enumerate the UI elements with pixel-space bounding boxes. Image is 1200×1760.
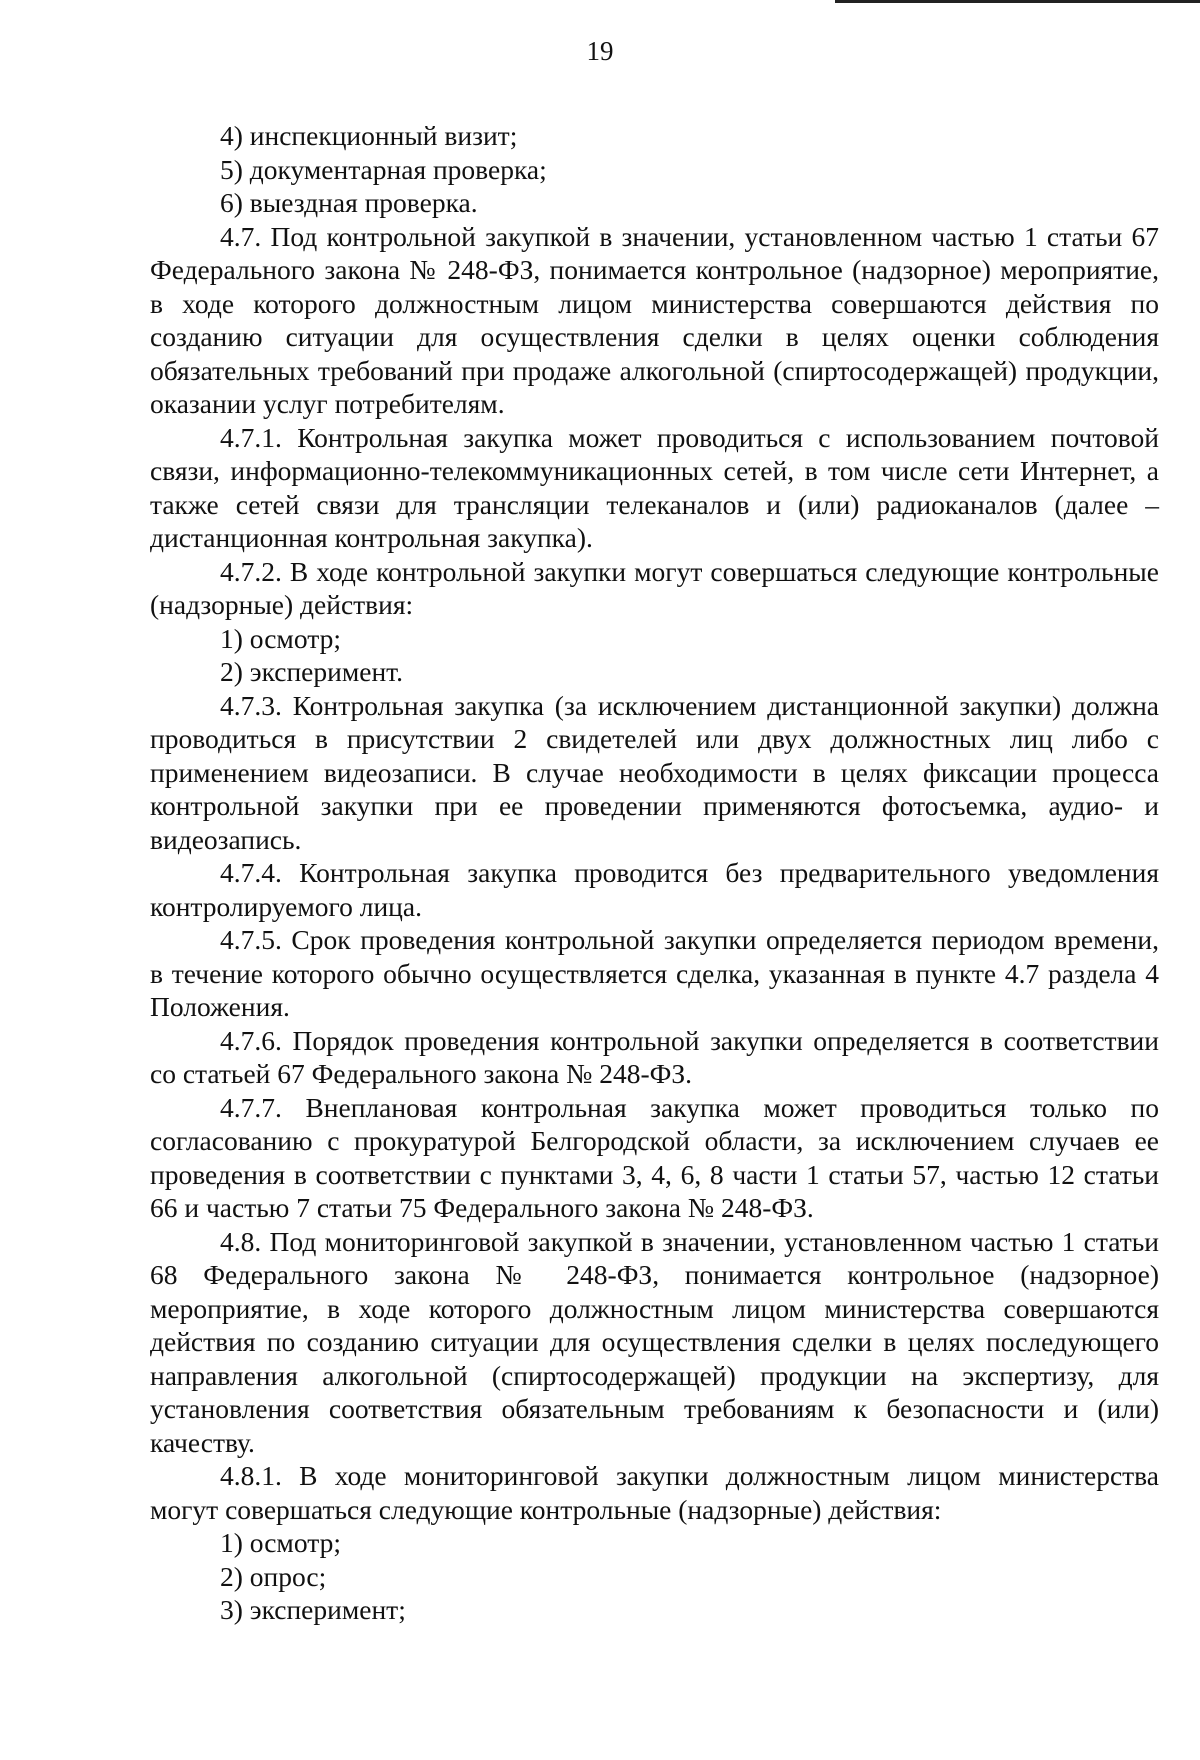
list-item: 2) эксперимент. (220, 656, 404, 687)
paragraph: 4.7.6. Порядок проведения контрольной закупки определяется в соответствии со статьей 67 Федерального закона № 248-ФЗ. (150, 1024, 1159, 1089)
list-item: 1) осмотр; (220, 1527, 341, 1558)
list-item: 5) документарная проверка; (220, 153, 547, 185)
paragraph: 4.7.7. Внеплановая контрольная закупка может проводиться только по согласованию с прокуратурой Белгородской области, за исключением случаев ее проведения в соответствии с пунктами 3, 4, 6, 8 части 1 статьи 57, частью 12 статьи 66 и частью 7 статьи 75 Федерального закона № 248-ФЗ. (150, 1091, 1159, 1223)
page-number: 19 (586, 36, 614, 66)
paragraph: 4.8.1. В ходе мониторинговой закупки должностным лицом министерства могут совершаться следующие контрольные (надзорные) действия: (150, 1460, 1159, 1525)
paragraph: 4.7.5. Срок проведения контрольной закупки определяется периодом времени, в течение которого обычно осуществляется сделка, указанная в пункте 4.7 раздела 4 Положения. (150, 924, 1159, 1022)
paragraph: 4.7.3. Контрольная закупка (за исключением дистанционной закупки) должна проводиться в присутствии 2 свидетелей или двух должностных лиц либо с применением видеозаписи. В случае необходимости в целях фиксации процесса контрольной закупки при ее проведении применяются фотосъемка, аудио- и видеозапись. (150, 689, 1159, 855)
document-body (150, 119, 1159, 1627)
paragraph: 4.8. Под мониторинговой закупкой в значении, установленном частью 1 статьи 68 Федерального закона № 248-ФЗ, понимается контрольное (надзорное) мероприятие, в ходе которого должностным лицом министерства совершаются действия по созданию ситуации для осуществления сделки в целях последующего направления алкогольной (спиртосодержащей) продукции на экспертизу, для установления соответствия обязательным требованиям к безопасности и (или) качеству. (150, 1225, 1159, 1458)
top-border-line (835, 0, 1200, 3)
list-item: 6) выездная проверка. (220, 187, 478, 218)
list-item: 4) инспекционный визит; (220, 120, 518, 151)
paragraph: 4.7. Под контрольной закупкой в значении, установленном частью 1 статьи 67 Федерального закона № 248-ФЗ, понимается контрольное (надзорное) мероприятие, в ходе которого должностным лицом министерства совершаются действия по созданию ситуации для осуществления сделки в целях оценки соблюдения обязательных требований при продаже алкогольной (спиртосодержащей) продукции, оказании услуг потребителям. (150, 220, 1159, 419)
list-item: 2) опрос; (220, 1560, 327, 1592)
paragraph: 4.7.4. Контрольная закупка проводится без предварительного уведомления контролируемого лица. (150, 857, 1159, 922)
paragraph: 4.7.1. Контрольная закупка может проводиться с использованием почтовой связи, информационно-телекоммуникационных сетей, в том числе сети Интернет, а также сетей связи для трансляции телеканалов и (или) радиоканалов (далее – дистанционная контрольная закупка). (150, 421, 1159, 553)
list-item: 1) осмотр; (220, 622, 341, 654)
list-item: 3) эксперимент; (220, 1594, 406, 1625)
paragraph: 4.7.2. В ходе контрольной закупки могут совершаться следующие контрольные (надзорные) действия: (150, 555, 1159, 620)
